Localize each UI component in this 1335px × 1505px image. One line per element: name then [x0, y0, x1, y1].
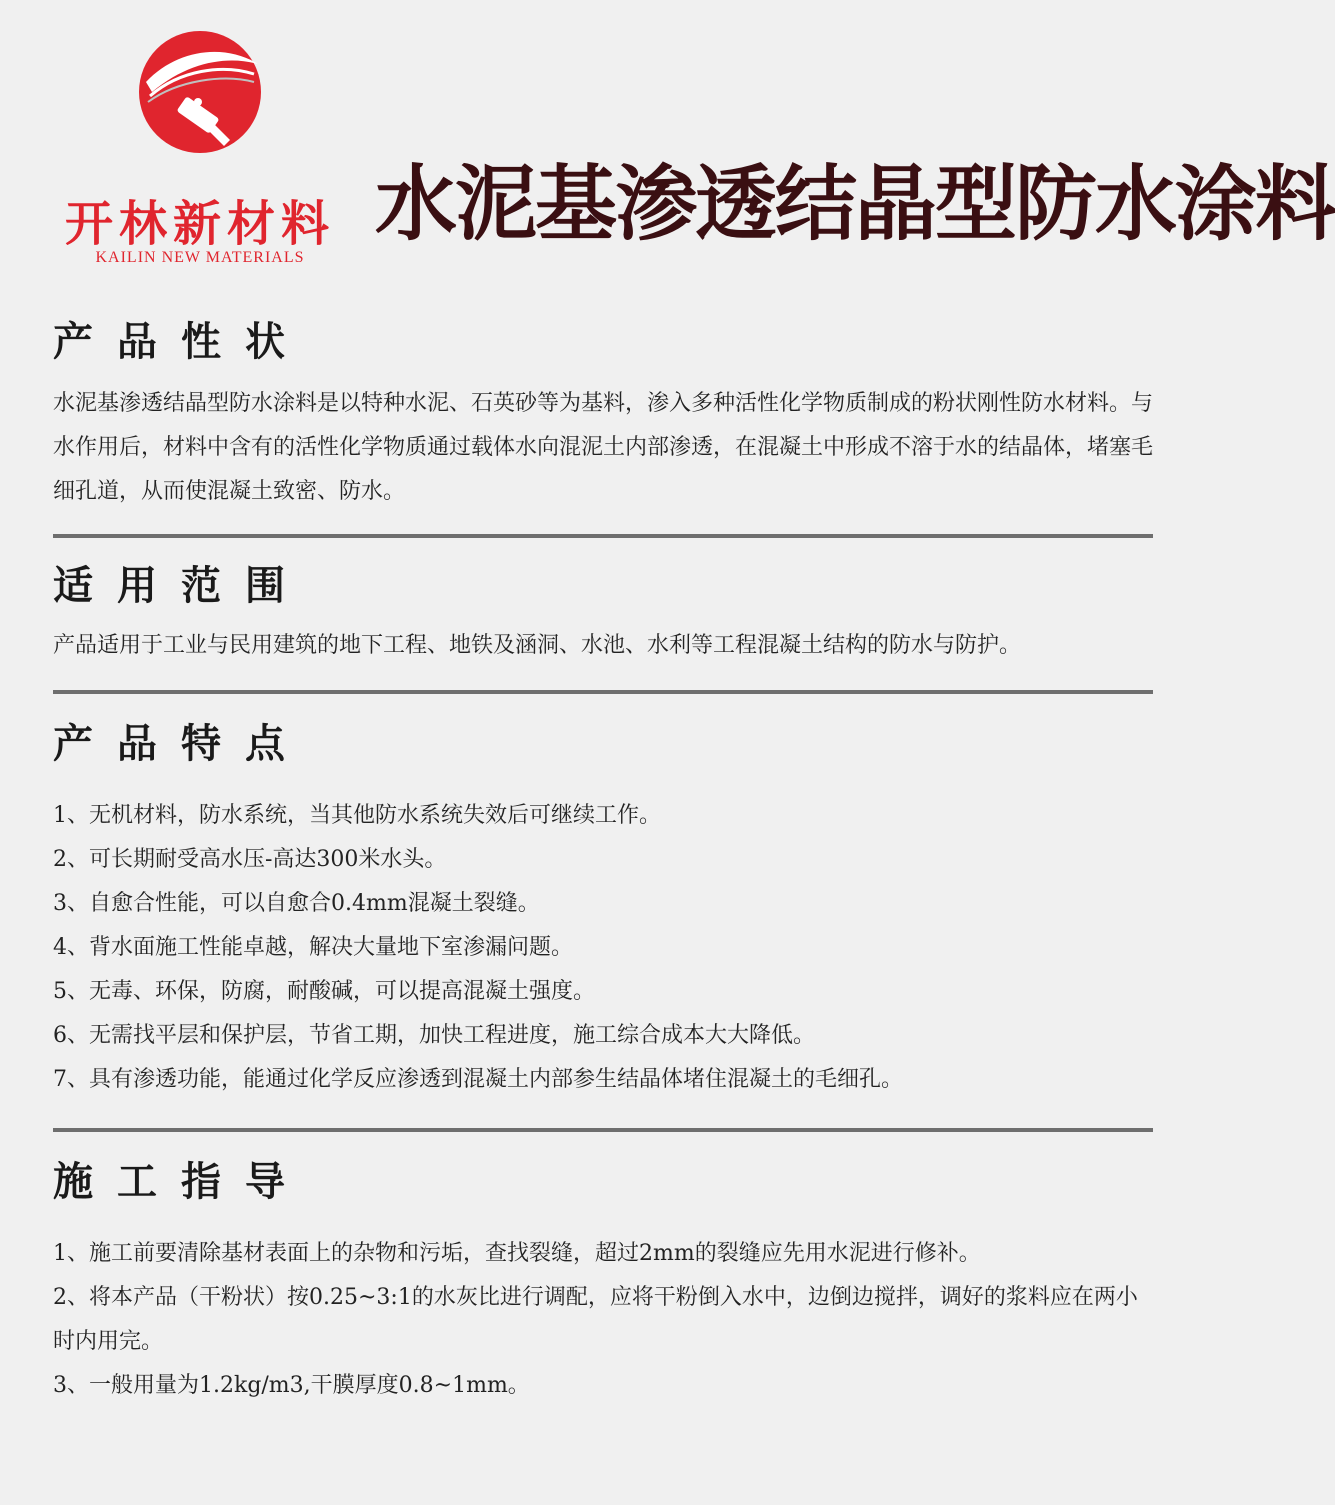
list-item: 7、具有渗透功能，能通过化学反应渗透到混凝土内部参生结晶体堵住混凝土的毛细孔。 [53, 1067, 903, 1092]
section-features [53, 706, 1153, 1102]
section-divider [53, 534, 1153, 538]
product-content [53, 300, 1153, 1408]
section-title: 适用范围 [53, 562, 309, 609]
list-item: 3、自愈合性能，可以自愈合0.4mm混凝土裂缝。 [53, 891, 540, 916]
section-title: 产品特点 [53, 720, 309, 767]
list-item: 5、无毒、环保，防腐，耐酸碱，可以提高混凝土强度。 [53, 979, 595, 1004]
section-scope [53, 548, 1153, 668]
list-item: 6、无需找平层和保护层，节省工期，加快工程进度，施工综合成本大大降低。 [53, 1023, 815, 1048]
brand-logo [50, 25, 350, 275]
brand-name-cn: 开林新材料 [64, 196, 335, 252]
paint-roller-logo-icon [138, 30, 262, 154]
section-title: 产品性状 [53, 318, 309, 365]
list-item: 2、将本产品（干粉状）按0.25~3:1的水灰比进行调配，应将干粉倒入水中，边倒边搅拌，调好的浆料应在两小时内用完。 [53, 1285, 1138, 1354]
section-divider [53, 1128, 1153, 1132]
section-construction [53, 1144, 1153, 1408]
product-title: 水泥基渗透结晶型防水涂料 [375, 157, 1335, 252]
list-item: 1、无机材料，防水系统，当其他防水系统失效后可继续工作。 [53, 803, 661, 828]
page-header [0, 0, 1335, 300]
list-item: 4、背水面施工性能卓越，解决大量地下室渗漏问题。 [53, 935, 573, 960]
section-title: 施工指导 [53, 1158, 309, 1205]
section-paragraph: 水泥基渗透结晶型防水涂料是以特种水泥、石英砂等为基料，渗入多种活性化学物质制成的粉状刚性防水材料。与水作用后，材料中含有的活性化学物质通过载体水向混泥土内部渗透，在混凝土中形成不溶于水的结晶体，堵塞毛细孔道，从而使混凝土致密、防水。 [53, 391, 1154, 504]
list-item: 3、一般用量为1.2kg/m3,干膜厚度0.8~1mm。 [53, 1373, 530, 1398]
brand-name-en: KAILIN NEW MATERIALS [95, 249, 305, 266]
list-item: 2、可长期耐受高水压-高达300米水头。 [53, 847, 447, 872]
section-divider [53, 690, 1153, 694]
section-paragraph: 产品适用于工业与民用建筑的地下工程、地铁及涵洞、水池、水利等工程混凝土结构的防水与防护。 [53, 633, 1022, 658]
section-properties [53, 304, 1153, 514]
list-item: 1、施工前要清除基材表面上的杂物和污垢，查找裂缝，超过2mm的裂缝应先用水泥进行修补。 [53, 1241, 981, 1266]
